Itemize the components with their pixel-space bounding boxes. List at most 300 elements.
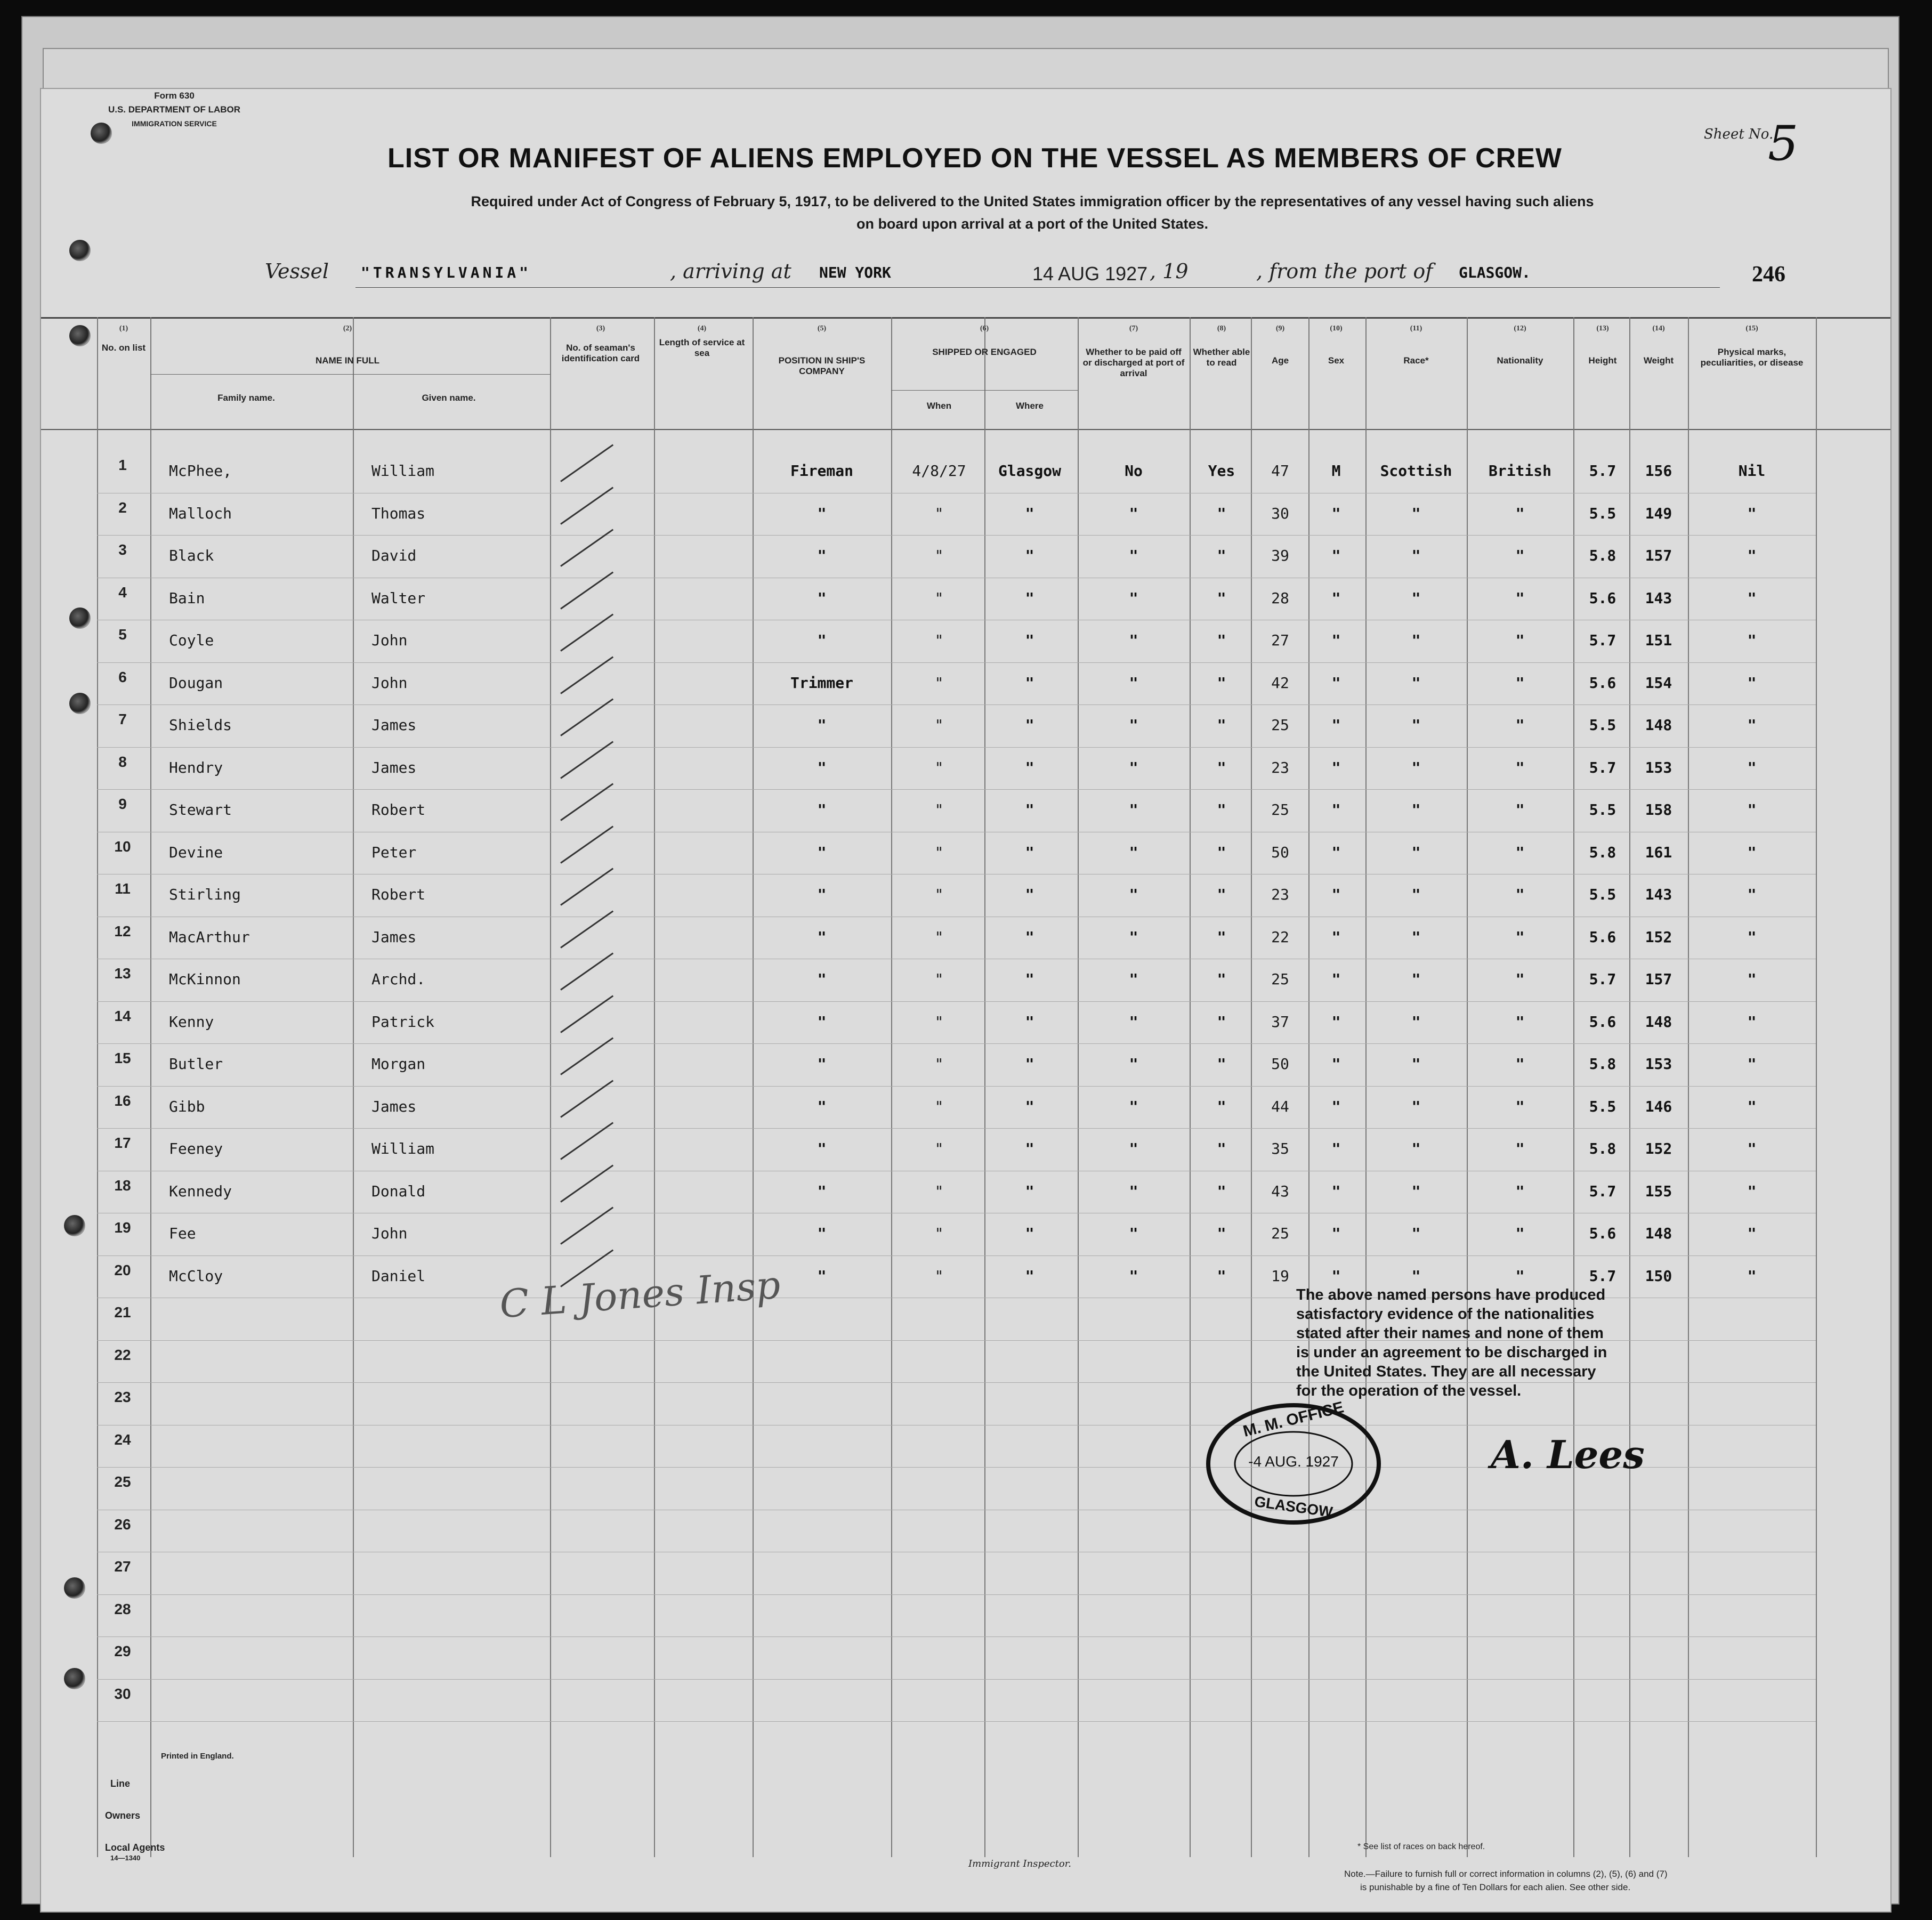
race-cell: " [1411,1267,1421,1285]
position-cell: " [817,631,827,649]
height-cell: 5.7 [1589,1182,1616,1200]
owners-label: Owners [105,1810,141,1821]
shipped-where-cell: " [1025,886,1034,903]
height-cell: 5.7 [1589,758,1616,776]
position-cell: Fireman [790,462,853,480]
grid-column-line [1078,317,1079,1857]
sex-cell: " [1331,1140,1341,1157]
race-cell: " [1411,1225,1421,1242]
subtitle-line-2: on board upon arrival at a port of the United States. [856,216,1209,232]
col-header-height [1576,323,1629,366]
grid-column-line [1190,317,1191,1857]
col-header-weight [1632,323,1685,366]
row-number: 19 [114,1219,131,1236]
row-number: 14 [114,1007,131,1024]
weight-cell: 146 [1645,1097,1672,1115]
age-cell: 25 [1271,716,1289,734]
paid-off-cell: " [1129,843,1138,861]
nationality-cell: " [1515,1012,1525,1031]
age-cell: 44 [1271,1097,1289,1115]
grid-column-line [891,317,892,1857]
position-cell: Trimmer [790,674,853,692]
age-cell: 30 [1271,504,1289,522]
weight-cell: 154 [1645,674,1672,692]
row-number: 10 [114,838,131,855]
col-label: Weight [1643,355,1674,366]
able-to-read-cell: " [1217,928,1226,946]
paid-off-cell: " [1129,1182,1138,1200]
col-header-age [1254,323,1307,366]
position-cell: " [817,1182,827,1200]
family-name-cell: Malloch [169,504,232,522]
shipped-when-cell: " [934,1055,944,1073]
physical-marks-cell: " [1747,928,1757,946]
position-cell: " [817,1012,827,1031]
declaration-line: the United States. They are all necessary [1296,1363,1596,1380]
sex-cell: " [1331,928,1341,946]
family-name-cell: Coyle [169,631,214,649]
paid-off-cell: " [1129,970,1138,988]
nationality-cell: " [1515,547,1525,564]
col-num: (8) [1217,325,1226,333]
stamp-date: -4 AUG. 1927 [1248,1453,1339,1470]
race-cell: " [1411,843,1421,861]
shipped-where-cell: " [1025,631,1034,649]
nationality-cell: British [1488,462,1551,480]
row-number: 4 [118,584,127,601]
position-cell: " [817,589,827,607]
position-cell: " [817,970,827,988]
nationality-declaration [1296,1285,1701,1400]
empty-row-number: 23 [114,1389,131,1405]
able-to-read-cell: " [1217,716,1226,734]
sex-cell: " [1331,547,1341,564]
position-cell: " [817,801,827,819]
able-to-read-cell: " [1217,801,1226,819]
race-cell: " [1411,1140,1421,1157]
given-name-cell: Robert [371,886,426,903]
race-cell: " [1411,504,1421,522]
row-number: 18 [114,1177,131,1194]
age-cell: 22 [1271,928,1289,946]
sex-cell: " [1331,1267,1341,1285]
nationality-cell: " [1515,886,1525,903]
race-cell: " [1411,928,1421,946]
able-to-read-cell: " [1217,674,1226,692]
height-cell: 5.5 [1589,1097,1616,1115]
given-name-cell: Patrick [371,1012,435,1031]
given-name-cell: James [371,1097,417,1115]
row-number: 20 [114,1261,131,1278]
shipped-when-cell: " [934,547,944,564]
sex-cell: " [1331,1055,1341,1073]
col-header-when: When [926,401,952,411]
nationality-cell: " [1515,589,1525,607]
row-rule [97,1001,1816,1002]
position-cell: " [817,1140,827,1157]
physical-marks-cell: " [1747,801,1757,819]
given-name-cell: Morgan [371,1055,426,1073]
race-cell: " [1411,1097,1421,1115]
age-cell: 37 [1271,1012,1289,1031]
physical-marks-cell: " [1747,504,1757,522]
col-label: Sex [1328,355,1345,366]
physical-marks-cell: " [1747,589,1757,607]
row-rule [97,1721,1816,1722]
shipped-where-cell: Glasgow [998,462,1061,480]
shipped-when-cell: " [934,843,944,861]
physical-marks-cell: " [1747,1225,1757,1242]
able-to-read-cell: " [1217,886,1226,903]
col-label: No. of seaman's identification card [561,343,640,363]
col-num: (10) [1330,325,1343,333]
shipped-when-cell: " [934,1012,944,1031]
paid-off-cell: " [1129,758,1138,776]
given-name-cell: Thomas [371,504,426,522]
able-to-read-cell: " [1217,843,1226,861]
shipped-when-cell: " [934,504,944,522]
height-cell: 5.6 [1589,1012,1616,1031]
family-name-cell: Butler [169,1055,223,1073]
grid-column-line [1629,317,1630,1857]
agents-label: Local Agents [105,1842,165,1853]
sex-cell: " [1331,970,1341,988]
physical-marks-cell: " [1747,843,1757,861]
able-to-read-cell: " [1217,758,1226,776]
paid-off-cell: " [1129,674,1138,692]
col-label: Nationality [1497,355,1543,366]
col-label: Length of service at sea [659,337,745,358]
col-num: (3) [596,325,605,333]
grid-column-line [97,317,98,1857]
shipped-where-cell: " [1025,1097,1034,1115]
grid-column-line [753,317,754,1857]
shipped-where-cell: " [1025,1182,1034,1200]
paid-off-cell: " [1129,1225,1138,1242]
given-name-cell: John [371,631,408,649]
voyage-underline [355,287,1720,288]
able-to-read-cell: " [1217,1267,1226,1285]
declaration-line: satisfactory evidence of the nationalities [1296,1306,1595,1323]
paid-off-cell: " [1129,589,1138,607]
paid-off-cell: " [1129,886,1138,903]
height-cell: 5.8 [1589,1140,1616,1157]
manifest-subtitle [276,190,1789,235]
race-cell: " [1411,1055,1421,1073]
master-signature: A. Lees [1491,1432,1645,1477]
height-cell: 5.8 [1589,1055,1616,1073]
sex-cell: " [1331,801,1341,819]
height-cell: 5.5 [1589,886,1616,903]
row-rule [97,1594,1816,1595]
line-label: Line [110,1778,131,1789]
age-cell: 42 [1271,674,1289,692]
year-label: , 19 [1150,260,1189,283]
shipped-when-cell: " [934,886,944,903]
age-cell: 50 [1271,1055,1289,1073]
printed-in: Printed in England. [161,1752,234,1761]
col-label: Whether able to read [1193,347,1250,368]
row-number: 15 [114,1050,131,1066]
fine-note-2: is punishable by a fine of Ten Dollars for each alien. See other side. [1360,1882,1631,1892]
physical-marks-cell: " [1747,631,1757,649]
empty-row-number: 26 [114,1516,131,1533]
shipped-where-cell: " [1025,928,1034,946]
voyage-line [265,260,1842,291]
nationality-cell: " [1515,843,1525,861]
family-name-cell: McKinnon [169,970,241,988]
position-cell: " [817,1225,827,1242]
row-rule [97,1255,1816,1256]
shipped-where-cell: " [1025,970,1034,988]
given-name-cell: David [371,547,417,564]
height-cell: 5.8 [1589,547,1616,564]
position-cell: " [817,758,827,776]
col-label: Physical marks, peculiarities, or disease [1700,347,1804,368]
able-to-read-cell: " [1217,1055,1226,1073]
nationality-cell: " [1515,801,1525,819]
given-name-cell: Donald [371,1182,426,1200]
vessel-label: Vessel [265,260,329,283]
weight-cell: 148 [1645,1012,1672,1031]
col-label: NAME IN FULL [316,355,379,366]
declaration-line: stated after their names and none of them [1296,1325,1604,1342]
col-label: SHIPPED OR ENGAGED [932,347,1037,357]
able-to-read-cell: " [1217,1140,1226,1157]
age-cell: 19 [1271,1267,1289,1285]
age-cell: 43 [1271,1182,1289,1200]
paid-off-cell: No [1125,462,1143,480]
height-cell: 5.7 [1589,970,1616,988]
stamp-bottom-text: GLASGOW [1253,1493,1334,1521]
weight-cell: 156 [1645,462,1672,480]
paid-off-cell: " [1129,504,1138,522]
row-number: 7 [118,711,127,727]
nationality-cell: " [1515,1225,1525,1242]
shipped-when-cell: " [934,674,944,692]
col-label: Race* [1403,355,1429,366]
family-name-cell: Gibb [169,1097,205,1115]
col-header-sex [1309,323,1363,366]
col-header-given: Given name. [422,393,476,403]
row-rule [97,1043,1816,1044]
height-cell: 5.7 [1589,1267,1616,1285]
age-cell: 25 [1271,801,1289,819]
department-name: U.S. DEPARTMENT OF LABOR [108,104,241,115]
family-name-cell: Kenny [169,1012,214,1031]
empty-row-number: 28 [114,1600,131,1617]
punch-hole [69,240,91,261]
col-label: Age [1271,355,1289,366]
col-header-race [1368,323,1464,366]
shipped-when-cell: " [934,716,944,734]
shipped-when-cell: " [934,970,944,988]
manifest-sheet [40,88,1891,1913]
col-header-marks [1691,323,1813,368]
grid-column-line [1688,317,1689,1857]
family-name-cell: Bain [169,589,205,607]
shipped-where-cell: " [1025,1225,1034,1242]
age-cell: 47 [1271,462,1289,480]
paid-off-cell: " [1129,631,1138,649]
given-name-cell: Daniel [371,1267,426,1285]
grid-column-line [1365,317,1367,1857]
sex-cell: " [1331,886,1341,903]
check-mark-icon [560,444,613,482]
sex-cell: " [1331,504,1341,522]
nationality-cell: " [1515,1097,1525,1115]
race-cell: " [1411,589,1421,607]
row-number: 3 [118,541,127,558]
physical-marks-cell: " [1747,970,1757,988]
race-note: * See list of races on back hereof. [1357,1842,1485,1851]
age-cell: 39 [1271,547,1289,564]
header-bottom-rule [41,429,1890,430]
col-num: (14) [1652,325,1665,333]
nationality-cell: " [1515,1140,1525,1157]
nationality-cell: " [1515,1055,1525,1073]
physical-marks-cell: " [1747,758,1757,776]
given-name-cell: William [371,1140,435,1157]
shipped-where-cell: " [1025,589,1034,607]
given-name-cell: James [371,928,417,946]
weight-cell: 148 [1645,716,1672,734]
paid-off-cell: " [1129,928,1138,946]
family-name-cell: Stewart [169,801,232,819]
physical-marks-cell: Nil [1738,462,1766,480]
row-number: 12 [114,922,131,939]
paid-off-cell: " [1129,1055,1138,1073]
paid-off-cell: " [1129,1097,1138,1115]
position-cell: " [817,886,827,903]
race-cell: " [1411,801,1421,819]
col-header-shipped [894,323,1075,358]
height-cell: 5.5 [1589,504,1616,522]
form-number: Form 630 [154,91,195,101]
sex-cell: M [1331,462,1341,480]
height-cell: 5.5 [1589,716,1616,734]
height-cell: 5.8 [1589,843,1616,861]
weight-cell: 143 [1645,886,1672,903]
able-to-read-cell: " [1217,547,1226,564]
row-number: 1 [118,457,127,473]
col-header-id-card [553,323,649,364]
height-cell: 5.6 [1589,1225,1616,1242]
sex-cell: " [1331,843,1341,861]
sheet-label: Sheet No. [1704,126,1774,142]
race-cell: " [1411,886,1421,903]
able-to-read-cell: " [1217,631,1226,649]
table-top-rule [41,317,1890,319]
weight-cell: 161 [1645,843,1672,861]
mm-office-stamp [1203,1400,1384,1528]
sex-cell: " [1331,1012,1341,1031]
physical-marks-cell: " [1747,1140,1757,1157]
age-cell: 28 [1271,589,1289,607]
punch-hole [64,1577,85,1599]
row-rule [97,535,1816,536]
weight-cell: 152 [1645,928,1672,946]
shipped-where-cell: " [1025,504,1034,522]
age-cell: 25 [1271,970,1289,988]
position-cell: " [817,843,827,861]
family-name-cell: McCloy [169,1267,223,1285]
subheader-rule [150,374,550,375]
nationality-cell: " [1515,928,1525,946]
race-cell: " [1411,716,1421,734]
height-cell: 5.6 [1589,928,1616,946]
row-rule [97,1086,1816,1087]
race-cell: " [1411,758,1421,776]
grid-column-line [1816,317,1817,1857]
race-cell: Scottish [1380,462,1452,480]
weight-cell: 150 [1645,1267,1672,1285]
col-header-position [755,323,888,377]
empty-row-number: 27 [114,1558,131,1575]
weight-cell: 153 [1645,1055,1672,1073]
col-num: (1) [119,325,128,333]
shipped-where-cell: " [1025,1012,1034,1031]
shipped-when-cell: " [934,758,944,776]
row-number: 2 [118,499,127,516]
weight-cell: 158 [1645,801,1672,819]
shipped-where-cell: " [1025,801,1034,819]
age-cell: 23 [1271,758,1289,776]
row-rule [97,747,1816,748]
family-name-cell: MacArthur [169,928,250,946]
physical-marks-cell: " [1747,1055,1757,1073]
family-name-cell: Dougan [169,674,223,692]
physical-marks-cell: " [1747,1182,1757,1200]
col-num: (11) [1410,325,1422,333]
height-cell: 5.6 [1589,589,1616,607]
punch-hole [69,325,91,346]
position-cell: " [817,504,827,522]
nationality-cell: " [1515,758,1525,776]
family-name-cell: Fee [169,1225,196,1242]
given-name-cell: Archd. [371,970,426,988]
col-header-service [657,323,747,359]
row-rule [97,789,1816,790]
shipped-when-cell: " [934,1140,944,1157]
empty-row-number: 29 [114,1643,131,1659]
col-label: Whether to be paid off or discharged at port of arrival [1082,347,1185,378]
position-cell: " [817,716,827,734]
paid-off-cell: " [1129,1012,1138,1031]
col-num: (5) [817,325,827,333]
weight-cell: 157 [1645,547,1672,564]
col-header-no [100,323,148,353]
weight-cell: 149 [1645,504,1672,522]
empty-row-number: 22 [114,1346,131,1363]
fine-note-1: Note.—Failure to furnish full or correct information in columns (2), (5), (6) and (7) [1344,1869,1668,1879]
family-name-cell: Devine [169,843,223,861]
nationality-cell: " [1515,1267,1525,1285]
race-cell: " [1411,674,1421,692]
weight-cell: 151 [1645,631,1672,649]
given-name-cell: William [371,462,435,480]
grid-column-line [1573,317,1574,1857]
empty-row-number: 24 [114,1431,131,1448]
family-name-cell: McPhee, [169,462,232,480]
age-cell: 23 [1271,886,1289,903]
physical-marks-cell: " [1747,886,1757,903]
grid-column-line [1467,317,1468,1857]
shipped-when-cell: " [934,589,944,607]
race-cell: " [1411,1182,1421,1200]
age-cell: 25 [1271,1225,1289,1242]
race-cell: " [1411,1012,1421,1031]
